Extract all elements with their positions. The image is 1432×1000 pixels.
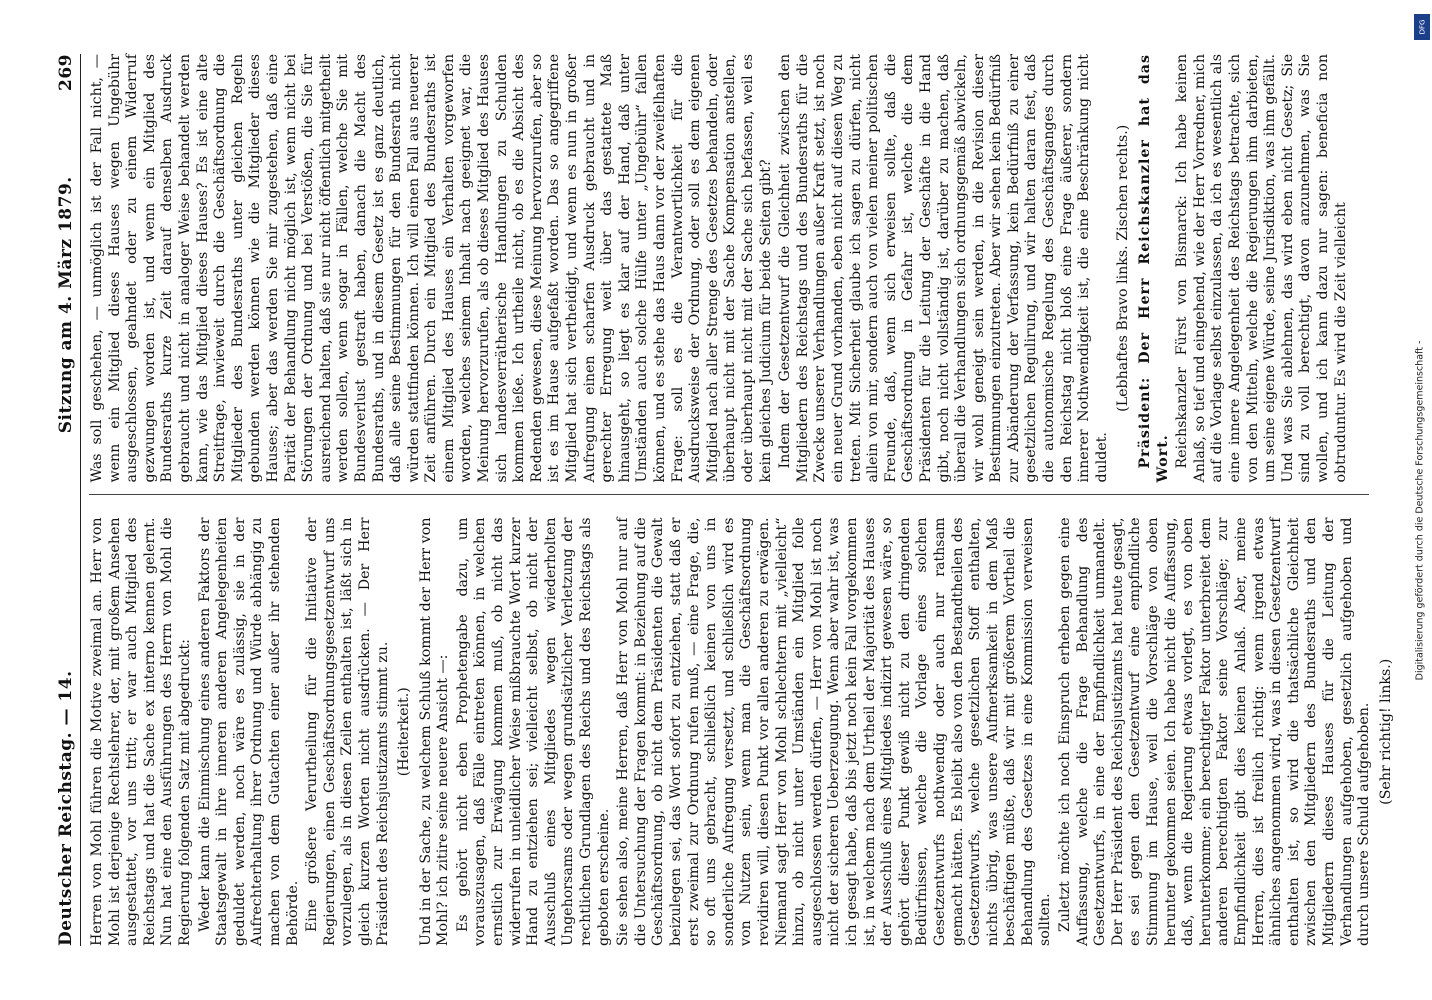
paragraph: Eine größere Verurtheilung für die Initiative der Regierungen, einen Geschäftsordnungsgesetzentwurf uns vorzulegen, als in diesen Zeilen enthalten ist, läßt sich in gleich kurzen Worten nicht ausdrücken. — Der Herr Präsident des Reichsjustizamts stimmt zu. xyxy=(304,517,391,946)
dfg-logo-icon: DFG xyxy=(1414,14,1430,40)
credit-text: Digitalisierung gefördert durch die Deutsche Forschungsgemeinschaft - xyxy=(1414,340,1426,680)
page-number: 269 xyxy=(56,54,76,91)
quote-paragraph: Weder kann die Einmischung eines anderen Faktors der Staatsgewalt in ihre inneren anderen Angelegenheiten geduldet werden, noch wäre es zulässig, sie in der Aufrechterhaltung ihrer Ordnung und Würde abhängig zu machen von dem Gutachten einer außer ihr stehenden Behörde. xyxy=(196,517,301,946)
paragraph: Was soll geschehen, — unmöglich ist der Fall nicht, — wenn ein Mitglied dieses Hauses wegen Ungebühr ausgeschlossen, geahndet oder zu einem Widerruf gezwungen worden ist, und wenn ein Mitglied des Bundesraths kurze Zeit darauf denselben Ausdruck gebraucht und nicht in analoger Weise behandelt werden kann, wie das Mitglied dieses Hauses? Es ist eine alte Streitfrage, inwieweit durch die Geschäftsordnung die Mitglieder des Bundesraths unter gleichen Regeln gebunden werden können wie die Mitglieder dieses Hauses; aber das werden Sie mir zugestehen, daß eine Parität der Behandlung nicht möglich ist, wenn nicht bei Störungen der Ordnung und bei Verstößen, die Sie für ausreichend halten, daß sie nur nicht öffentlich mitgetheilt werden sollen, wenn sogar in Fällen, welche Sie mit Bundesverlust gestraft haben, danach die Macht des Bundesraths, und in diesem Gesetz ist es ganz deutlich, daß alle seine Bestimmungen für den Bundesrath nicht würden stattfinden können. Ich will einen Fall aus neuerer Zeit anführen. Durch ein Mitglied des Bundesraths ist einem Mitglied des Hauses ein Verhalten vorgeworfen worden, welches seinem Inhalt nach geeignet war, die Meinung hervorzurufen, als ob dieses Mitglied des Hauses sich landesverrätherische Handlungen zu Schulden kommen ließe. Ich urtheile nicht, ob es die Absicht des Redenden gewesen, diese Meinung hervorzurufen, aber so ist es im Hause aufgefaßt worden. Das so angegriffene Mitglied hat sich vertheidigt, und wenn es nun in großer Aufregung einen scharfen Ausdruck gebraucht und in gerechter Erregung weit über das gestattete Maß hinausgeht, so liegt es klar auf der Hand, daß unter Umständen auch solche Hülfe unter „Ungebühr“ fallen können, und es stehe das Haus dann vor der zweifelhaften Frage: soll es die Verantwortlichkeit für die Ausdrucksweise der Ordnung, oder soll es dem eigenen Mitglied nach aller Strenge des Gesetzes behandeln, oder überhaupt nicht mit der Sache Kompensation anstellen, oder überhaupt nicht mit der Sache sich befassen, weil es kein gleiches Judicium für beide Seiten gibt? xyxy=(89,54,774,483)
interjection: (Lebhaftes Bravo links. Zischen rechts.) xyxy=(1115,124,1132,412)
column-left xyxy=(89,517,1394,947)
document-page xyxy=(46,40,1394,960)
interjection: (Heiterkeit.) xyxy=(396,687,413,777)
paragraph: Zuletzt möchte ich noch Einspruch erheben gegen eine Auffassung, welche die Frage Behandlung des Gesetzentwurfs, in eine der Empfindlichkeit unmandelt. Der Herr Präsident des Reichsjustizamts hat heute gesagt, es sei gegen den Gesetzentwurf eine empfindliche Stimmung im Hause, weil die Vorschläge von oben herunter gekommen seien. Ich habe nicht die Auffassung, daß, wenn die Regierung etwas vorlegt, es von oben herunterkomme; ein berechtigter Faktor unterbreitet dem anderen berechtigten Faktor seine Vorschläge; zur Empfindlichkeit gibt dies keinen Anlaß. Aber, meine Herren, dies ist freilich richtig: wenn irgend etwas ähnliches angenommen wird, was in diesen Gesetzentwurf enthalten ist, so wird die thatsächliche Gleichheit zwischen den Mitgliedern des Bundesraths und den Mitgliedern dieses Hauses für die Leitung der Verhandlungen aufgehoben, gesetzlich aufgehoben und durch unsere Schuld aufgehoben. xyxy=(1057,517,1373,946)
header-center: Sitzung am 4. März 1879. xyxy=(56,176,76,434)
paragraph: Reichskanzler Fürst von Bismarck: Ich habe keinen Anlaß, so tief und eingehend, wie der Herr Vorredner, mich auf die Vorlage selbst einzulassen, da ich es wesentlich als eine innere Angelegenheit des Reichstags betrachte, sich von den Mitteln, welche die Regierungen ihm darbieten, um seine eigene Würde, seine Jurisdiktion, was ihm gefällt. Und was Sie ablehnen, das wird eben nicht Gesetz; Sie sind zu voll berechtigt, davon anzunehmen, was Sie wollen, und ich kann dazu nur sagen: beneficia non obtruduntur. Es wird die Zeit vielleicht xyxy=(1174,54,1349,483)
interjection: (Sehr richtig! links.) xyxy=(1377,658,1394,805)
paragraph: Herren von Mohl führen die Motive zweimal an. Herr von Mohl ist derjenige Rechtslehrer, der, mit großem Ansehen ausgestattet, vor uns tritt; er war auch Mitglied des Reichstags und hat die Sache ex interno kennen gelernt. Nun hat eine den Ausführungen des Herrn von Mohl die Regierung folgenden Satz mit abgedruckt: xyxy=(89,517,193,946)
running-head xyxy=(56,54,81,946)
column-right xyxy=(89,54,1369,496)
quote-paragraph: Es gehört nicht eben Prophetengabe dazu, um vorauszusagen, daß Fälle eintreten können, in welchen ernstlich zur Erwägung kommen muß, ob nicht das widerrufen in unleidlicher Weise mißbrauchte Wort kurzer Hand zu entziehen sei; vielleicht selbst, ob nicht der Ausschluß eines Mitgliedes wegen wiederholten Ungehorsams oder wegen grundsätzlicher Verletzung der rechtlichen Grundlagen des Reichs und des Reichstags als geboten erscheine. xyxy=(454,517,612,946)
header-left: Deutscher Reichstag. — 14. xyxy=(56,670,76,946)
speaker-line: Präsident: Der Herr Reichskanzler hat das Wort. xyxy=(1137,54,1171,483)
paragraph: Sie sehen also, meine Herren, daß Herr von Mohl nur auf die Untersuchung der Fragen kommt: in Beziehung auf die Geschäftsordnung, ob nicht dem Präsidenten die Gewalt beizulegen sei, das Wort sofort zu entziehen, statt daß er erst zweimal zur Ordnung rufen muß, — eine Frage, die, so oft uns gebracht, schließlich keinen von uns in sonderliche Aufregung versetzt, und schließlich wird es von Nutzen sein, wenn man die Geschäftsordnung revidiren will, diesen Punkt vor allen anderen zu erwägen. Niemand sagt Herr von Mohl schlechtern mit „vielleicht“ hinzu, ob nicht unter Umständen ein Mitglied folle ausgeschlossen werden dürfen, — Herr von Mohl ist noch nicht der sicheren Ueberzeugung. Wenn aber wahr ist, was ich gesagt habe, daß bis jetzt noch kein Fall vorgekommen ist, in welchem nach dem Urtheil der Majorität des Hauses der Ausschluß eines Mitgliedes indizirt gewesen wäre, so gehört dieser Punkt gewiß nicht zu den dringenden Bedürfnissen, welche die Vorlage eines solchen Gesetzentwurfs nothwendig oder auch nur rathsam gemacht hätten. Es bleibt also von den Bestandtheilen des Gesetzentwurfs, welche gesetzlichen Stoff enthalten, nichts übrig, was unsere Aufmerksamkeit in dem Maß beschäftigen müßte, daß wir mit größerem Vortheil die Behandlung des Gesetzes in eine Kommission verweisen sollten. xyxy=(615,517,1054,946)
text-columns xyxy=(89,54,1394,946)
paragraph: Und in der Sache, zu welchem Schluß kommt der Herr von Mohl? ich zitire seine neuere Ansicht —: xyxy=(417,517,452,946)
digitization-credit xyxy=(1412,40,1428,980)
paragraph: Indem der Gesetzentwurf die Gleichheit zwischen den Mitgliedern des Reichstags und des Bundesraths für die Zwecke unserer Verhandlungen außer Kraft setzt, ist noch ein neuer Grund vorhanden, eben nicht auf diesen Weg zu treten. Mit Sicherheit glaube ich sagen zu dürfen, nicht allein von mir, sondern auch von vielen meiner politischen Freunde, daß, wenn sich erweisen sollte, daß die Geschäftsordnung in Gefahr ist, welche die dem Präsidenten für die Leitung der Geschäfte in die Hand gibt, noch nicht vollständig ist, darüber zu machen, daß überall die Verhandlungen sich ordnungsgemäß abwickeln, wir wohl geneigt sein werden, in die Revision dieser Bestimmungen einzutreten. Aber wir sehen kein Bedürfniß zur Abänderung der Verfassung, kein Bedürfniß zu einer gesetzlichen Regulirung, und wir halten daran fest, daß die autonomische Regelung des Geschäftsganges durch den Reichstag nicht bloß eine Frage äußerer, sondern innerer Nothwendigkeit ist, die eine Beschränkung nicht duldet. xyxy=(777,54,1110,483)
